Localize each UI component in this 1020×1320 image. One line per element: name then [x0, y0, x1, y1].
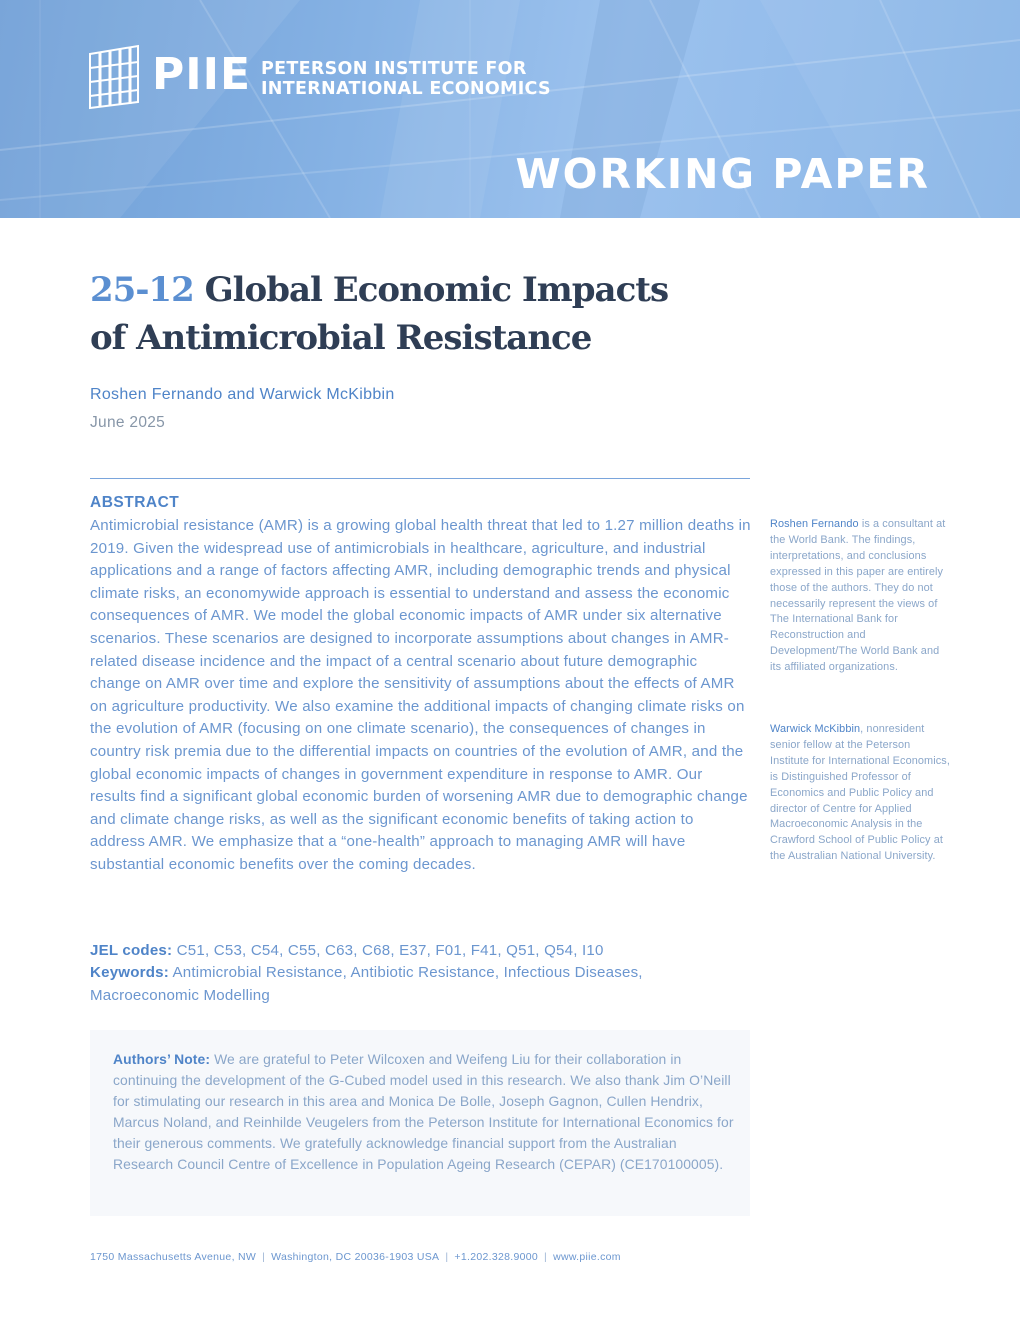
- footer-city: Washington, DC 20036-1903 USA: [271, 1251, 440, 1263]
- jel-codes: [90, 940, 750, 963]
- authors-note-label: Authors’ Note:: [113, 1051, 211, 1067]
- jel-label: JEL codes:: [90, 942, 173, 959]
- paper-date: June 2025: [90, 414, 166, 431]
- title-line2: of Antimicrobial Resistance: [90, 318, 592, 358]
- footer-separator: |: [262, 1251, 266, 1263]
- author-bio-text: , nonresident senior fellow at the Peterson Institute for International Economics, is Distinguished Professor of Economics and Public Policy and director of Centre for Applied Macroeconomic Analysis in the Crawford School of Public Policy at the Australian National University.: [770, 723, 950, 863]
- footer: [90, 1251, 621, 1263]
- jel-value: C51, C53, C54, C55, C63, C68, E37, F01, F41, Q51, Q54, I10: [176, 942, 604, 959]
- footer-separator: |: [445, 1251, 449, 1263]
- paper-authors: Roshen Fernando and Warwick McKibbin: [90, 386, 395, 403]
- title-line1-text: Global Economic Impacts: [204, 270, 669, 310]
- author-bio-mckibbin: [770, 722, 950, 865]
- author-bio-name: Warwick McKibbin: [770, 723, 861, 735]
- abstract-text: Antimicrobial resistance (AMR) is a growing global health threat that led to 1.27 million deaths in 2019. Given the widespread use of antimicrobials in healthcare, agriculture, and industrial applications and a range of factors affecting AMR, including demographic trends and physical climate risks, an economywide approach is essential to understand and assess the economic consequences of AMR. We model the global economic impacts of AMR under six alternative scenarios. These scenarios are designed to incorporate assumptions about changes in AMR-related disease incidence and the impact of a central scenario about future demographic change on AMR over time and explore the sensitivity of assumptions about the effects of AMR on agriculture productivity. We also examine the additional impacts of changing climate risks on the evolution of AMR (focusing on one climate scenario), the consequences of changes in country risk premia due to the differential impacts on countries of the evolution of AMR, and the global economic impacts of changes in government expenditure in response to AMR. Our results find a significant global economic burden of worsening AMR due to demographic change and climate change risks, as well as the significant economic benefits of taking action to address AMR. We emphasize that a “one-health” approach to managing AMR will have substantial economic benefits over the coming decades.: [90, 517, 751, 873]
- footer-phone: +1.202.328.9000: [454, 1251, 539, 1263]
- author-bio-name: Roshen Fernando: [770, 518, 859, 530]
- divider: [90, 478, 750, 479]
- keywords: [90, 962, 750, 1007]
- paper-title: [90, 266, 790, 362]
- piie-logo-icon: [88, 44, 140, 110]
- abstract-body: [90, 515, 752, 877]
- footer-separator: |: [544, 1251, 548, 1263]
- institute-name-line2: INTERNATIONAL ECONOMICS: [261, 79, 551, 99]
- institute-name: [261, 59, 551, 99]
- header-banner: [0, 0, 1020, 218]
- footer-website[interactable]: www.piie.com: [553, 1251, 621, 1263]
- author-bio-fernando: [770, 517, 950, 676]
- paper-type-label: WORKING PAPER: [515, 150, 930, 198]
- author-bio-text: is a consultant at the World Bank. The findings, interpretations, and conclusions expressed in this paper are entirely those of the authors. They do not necessarily represent the views of The International Bank for Reconstruction and Development/The World Bank and its affiliated organizations.: [770, 518, 946, 674]
- logo-wordmark: PIIE: [152, 49, 252, 100]
- footer-address: 1750 Massachusetts Avenue, NW: [90, 1251, 257, 1263]
- authors-note-text: We are grateful to Peter Wilcoxen and Weifeng Liu for their collaboration in continuing the development of the G-Cubed model used in this research. We also thank Jim O’Neill for stimulating our research in this area and Monica De Bolle, Joseph Gagnon, Cullen Hendrix, Marcus Noland, and Reinhilde Veugelers from the Peterson Institute for International Economics for their generous comments. We gratefully acknowledge financial support from the Australian Research Council Centre of Excellence in Population Ageing Research (CEPAR) (CE170100005).: [113, 1051, 734, 1172]
- institute-name-line1: PETERSON INSTITUTE FOR: [261, 59, 527, 79]
- abstract-heading: ABSTRACT: [90, 494, 180, 511]
- title-line1: [90, 266, 790, 314]
- authors-note: [113, 1049, 739, 1175]
- paper-number: 25-12: [90, 270, 194, 310]
- keywords-value: Antimicrobial Resistance, Antibiotic Resistance, Infectious Diseases, Macroeconomic Modelling: [90, 964, 643, 1004]
- keywords-label: Keywords:: [90, 964, 169, 981]
